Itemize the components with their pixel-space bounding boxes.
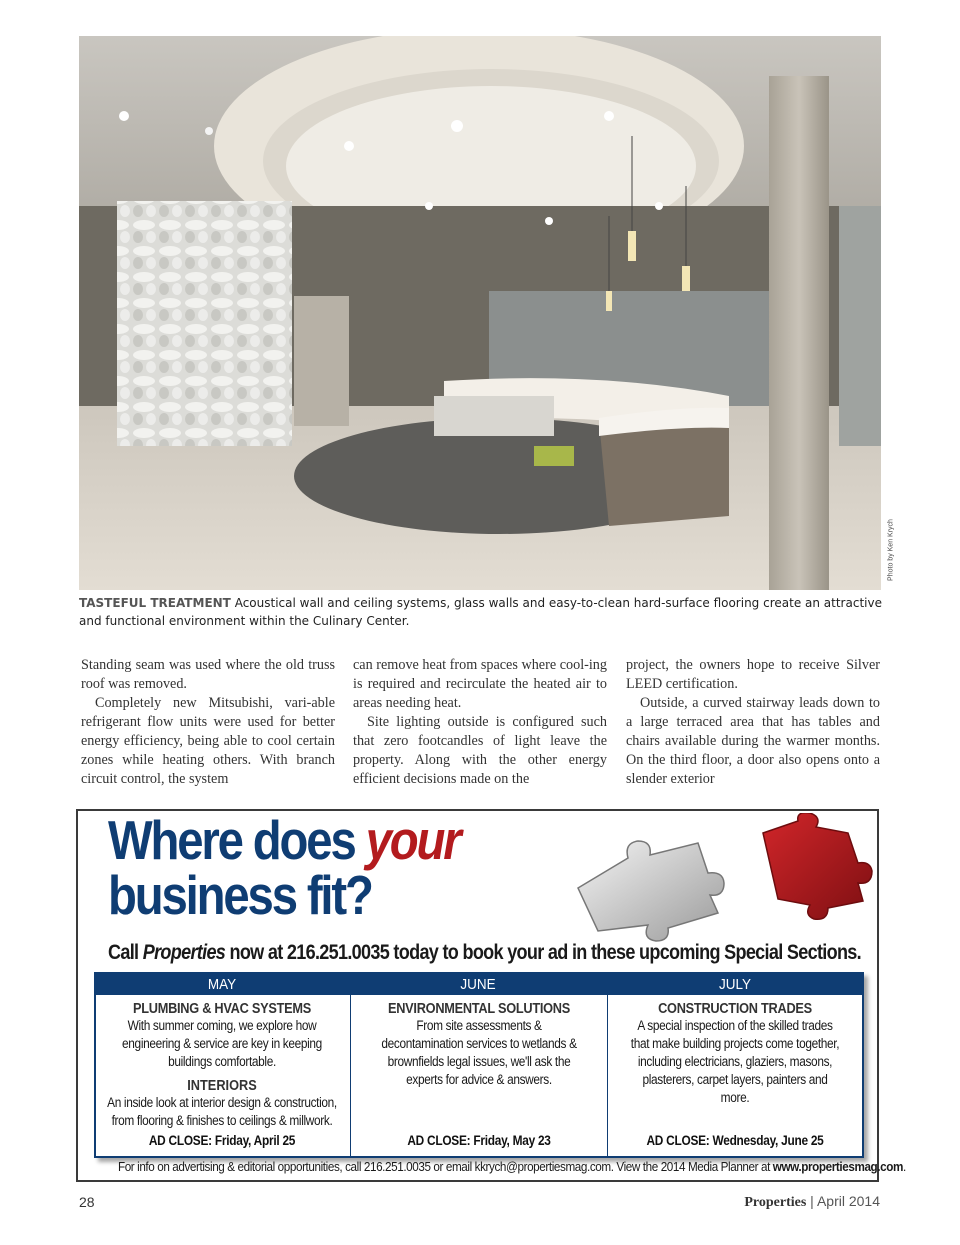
paragraph: Outside, a curved stairway leads down to a large terraced area that has tables and chairs available during the warmer months. On the third floor, a door also opens onto a slender exterior bbox=[626, 695, 880, 787]
advertising-info: For info on advertising & editorial opportunities, call 216.251.0035 or email kkrych@propertiesmag.com. View the 2014 Media Planner at www.propertiesmag.com. bbox=[117, 1159, 906, 1174]
photo-illustration bbox=[79, 36, 881, 590]
section-description: An inside look at interior design & construction, from flooring & finishes to ceilings & millwork. bbox=[107, 1095, 337, 1128]
call-to-action: Call Properties now at 216.251.0035 today to book your ad in these upcoming Special Sections. bbox=[108, 941, 861, 964]
page-number: 28 bbox=[79, 1194, 95, 1210]
month-may: MAY bbox=[207, 976, 237, 993]
article-column-1 bbox=[81, 656, 335, 789]
paragraph: Completely new Mitsubishi, vari-able refrigerant flow units were used for better energy efficiency, being able to cool certain zones while heating others. With branch circuit control, the system bbox=[81, 695, 335, 787]
paragraph: project, the owners hope to receive Silver LEED certification. bbox=[626, 657, 880, 692]
section-title: CONSTRUCTION TRADES bbox=[658, 1001, 812, 1017]
month-july: JULY bbox=[718, 976, 752, 993]
special-sections-table bbox=[94, 972, 864, 1158]
section-title: ENVIRONMENTAL SOLUTIONS bbox=[387, 1001, 571, 1017]
call-brand: Properties bbox=[142, 941, 226, 964]
section-june bbox=[350, 995, 608, 1156]
ad-headline bbox=[108, 809, 460, 926]
photo-credit: Photo by Ken Krych bbox=[887, 519, 895, 581]
section-may bbox=[96, 995, 348, 1156]
headline-part1: Where does bbox=[108, 809, 366, 871]
special-sections-advertisement[interactable] bbox=[76, 809, 906, 1182]
article-column-3 bbox=[626, 656, 880, 789]
publication-folio: Properties | April 2014 bbox=[744, 1193, 880, 1210]
issue-date: April 2014 bbox=[816, 1193, 880, 1209]
paragraph: Standing seam was used where the old truss roof was removed. bbox=[81, 657, 335, 692]
ad-close-date: AD CLOSE: Friday, May 23 bbox=[407, 1133, 551, 1148]
puzzle-pieces-icon bbox=[558, 813, 878, 943]
photo-caption bbox=[79, 594, 885, 630]
magazine-name: Properties bbox=[744, 1195, 807, 1210]
paragraph: can remove heat from spaces where cool-ing is required and recirculate the heated air to areas needing heat. bbox=[353, 657, 607, 711]
ad-close-date: AD CLOSE: Friday, April 25 bbox=[148, 1133, 296, 1148]
section-title: INTERIORS bbox=[187, 1078, 257, 1094]
month-header-row bbox=[96, 974, 862, 995]
section-description: From site assessments & decontamination services to wetlands & brownfields legal issues, we'll ask the experts for advice & answers. bbox=[381, 1018, 577, 1087]
section-title: PLUMBING & HVAC SYSTEMS bbox=[132, 1001, 312, 1017]
ad-close-date: AD CLOSE: Wednesday, June 25 bbox=[646, 1133, 824, 1148]
culinary-center-photo bbox=[79, 36, 881, 590]
caption-text: Acoustical wall and ceiling systems, glass walls and easy-to-clean hard-surface flooring create an attractive and functional environment within the Culinary Center. bbox=[79, 596, 882, 628]
caption-label: TASTEFUL TREATMENT bbox=[79, 596, 231, 610]
headline-your: your bbox=[365, 809, 460, 871]
headline-part2: business fit? bbox=[108, 864, 372, 926]
website-link[interactable]: www.propertiesmag.com bbox=[772, 1159, 903, 1174]
article-column-2 bbox=[353, 656, 607, 789]
section-description: A special inspection of the skilled trades that make building projects come together, including electricians, glaziers, masons, plasterers, carpet layers, painters and more. bbox=[630, 1018, 840, 1105]
paragraph: Site lighting outside is configured such that zero footcandles of light leave the property. Along with the other energy efficient decisions made on the bbox=[353, 714, 607, 787]
month-june: JUNE bbox=[460, 976, 496, 993]
section-description: With summer coming, we explore how engineering & service are key in keeping buildings comfortable. bbox=[122, 1018, 322, 1069]
section-july bbox=[608, 995, 862, 1156]
